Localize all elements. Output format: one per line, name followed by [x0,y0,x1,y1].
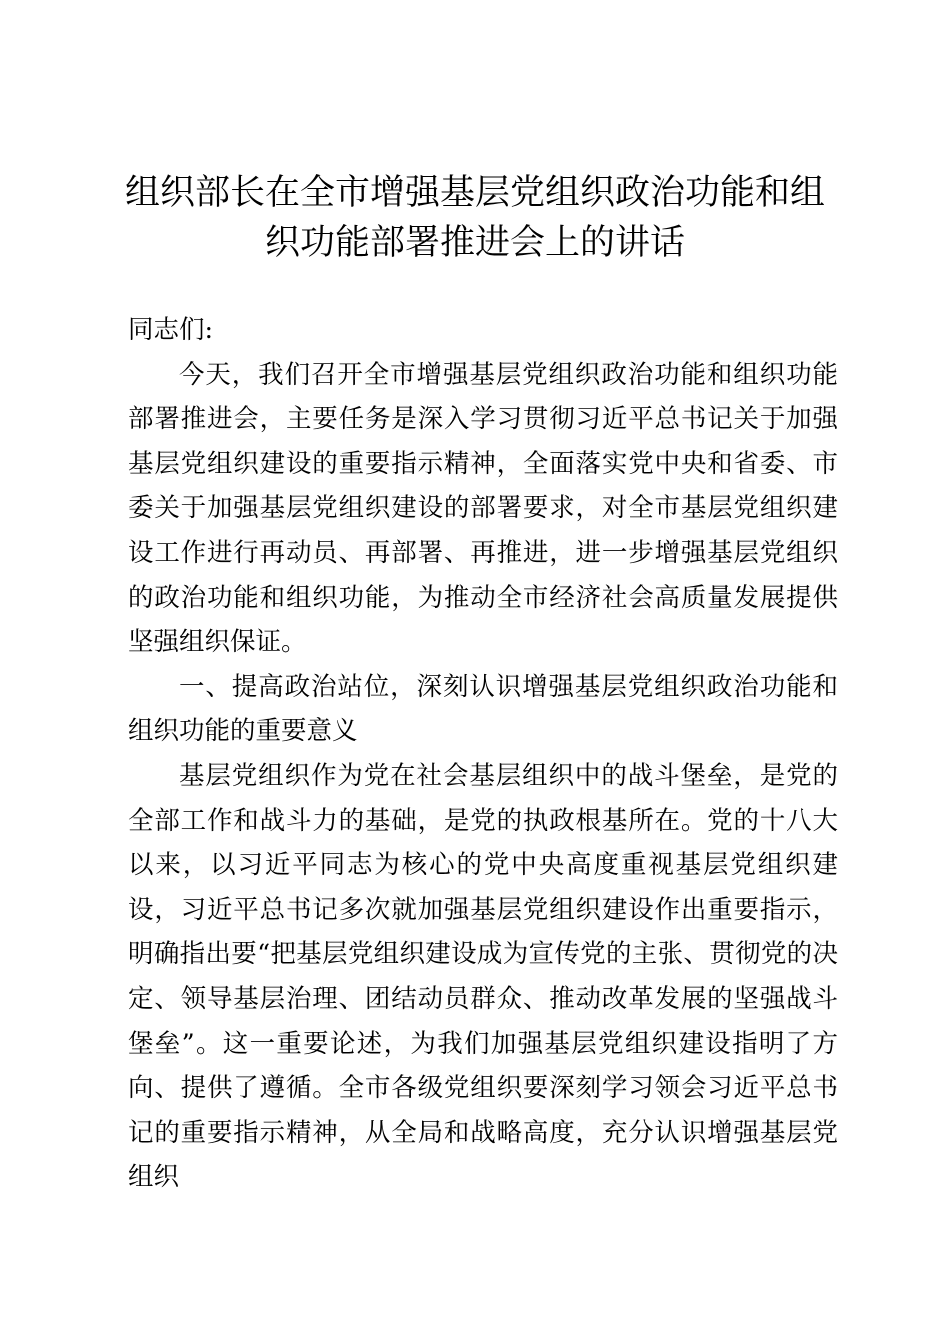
document-title [100,168,850,268]
section-heading-1: 一、提高政治站位，深刻认识增强基层党组织政治功能和组织功能的重要意义 [128,671,838,747]
paragraph-intro: 今天，我们召开全市增强基层党组织政治功能和组织功能部署推进会，主要任务是深入学习贯彻习近平总书记关于加强基层党组织建设的重要指示精神，全面落实党中央和省委、市委关于加强基层党组织建设的部署要求，对全市基层党组织建设工作进行再动员、再部署、再推进，进一步增强基层党组织的政治功能和组织功能，为推动全市经济社会高质量发展提供坚强组织保证。 [128,359,838,658]
document-body [128,308,838,1200]
title-line-2: 织功能部署推进会上的讲话 [264,223,685,263]
title-line-1: 组织部长在全市增强基层党组织政治功能和组 [124,173,825,213]
salutation: 同志们: [128,315,214,345]
paragraph-section-1: 基层党组织作为党在社会基层组织中的战斗堡垒，是党的全部工作和战斗力的基础，是党的执政根基所在。党的十八大以来，以习近平同志为核心的党中央高度重视基层党组织建设，习近平总书记多次就加强基层党组织建设作出重要指示，明确指出要“把基层党组织建设成为宣传党的主张、贯彻党的决定、领导基层治理、团结动员群众、推动改革发展的坚强战斗堡垒”。这一重要论述，为我们加强基层党组织建设指明了方向、提供了遵循。全市各级党组织要深刻学习领会习近平总书记的重要指示精神，从全局和战略高度，充分认识增强基层党组织 [128,760,838,1193]
